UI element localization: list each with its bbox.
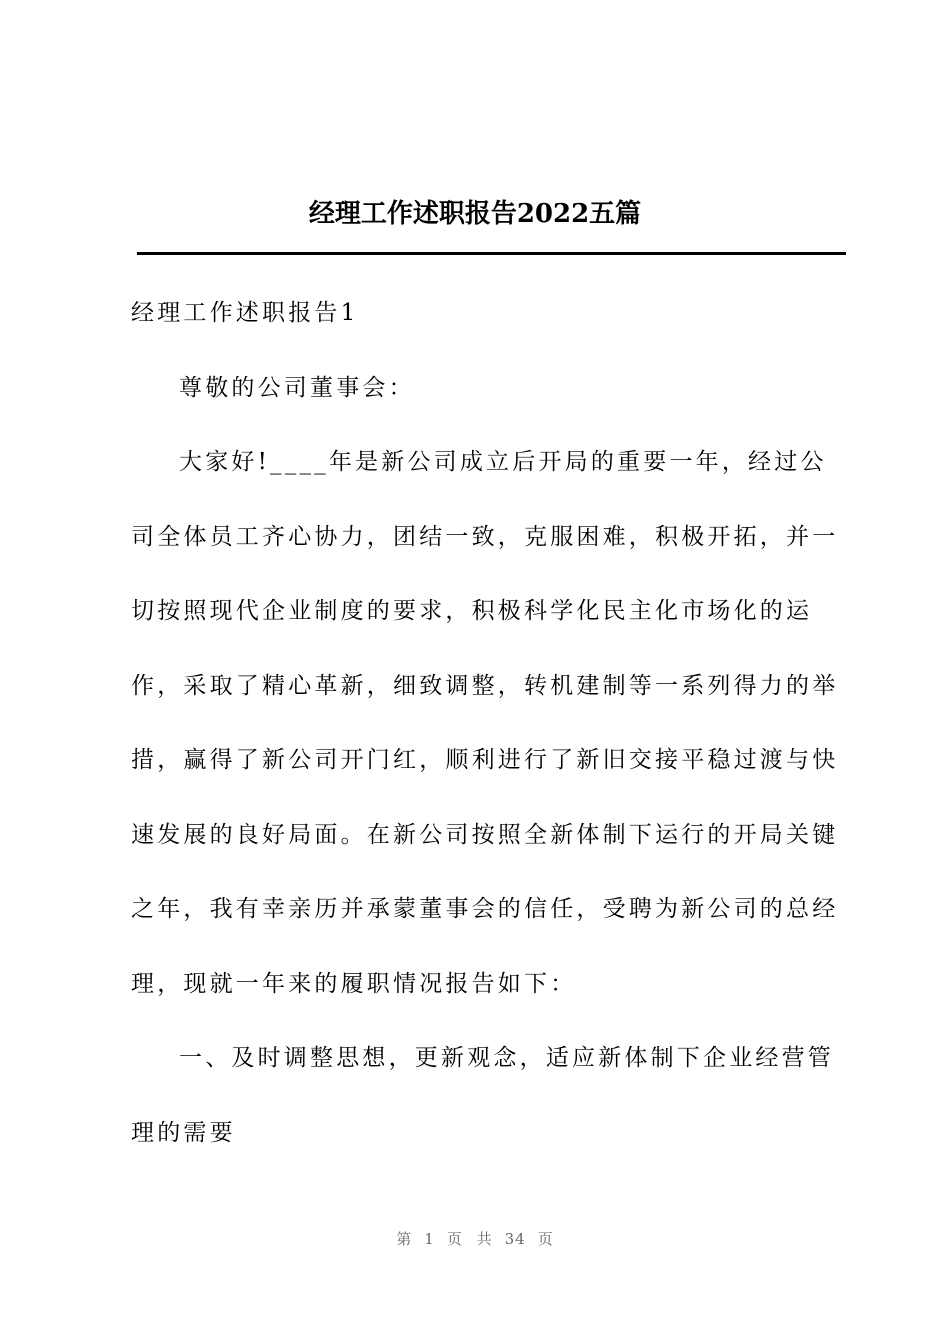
title-underline <box>137 252 846 255</box>
footer-current-page: 1 <box>424 1230 435 1248</box>
page-footer <box>0 1228 950 1249</box>
section-heading: 经理工作述职报告1 <box>131 300 359 326</box>
body-paragraph: 大家好!____年是新公司成立后开局的重要一年，经过公司全体员工齐心协力，团结一致，克服困难，积极开拓，并一切按照现代企业制度的要求，积极科学化民主化市场化的运作，采取了精心革新，细致调整，转机建制等一系列得力的举措，赢得了新公司开门红，顺利进行了新旧交接平稳过渡与快速发展的良好局面。在新公司按照全新体制下运行的开局关键之年，我有幸亲历并承蒙董事会的信任，受聘为新公司的总经理，现就一年来的履职情况报告如下： <box>131 449 839 997</box>
subsection-heading: 一、及时调整思想，更新观念，适应新体制下企业经营管理的需要 <box>131 1045 834 1146</box>
salutation: 尊敬的公司董事会： <box>179 374 415 401</box>
footer-prefix: 第 <box>396 1230 413 1248</box>
document-body <box>131 276 843 1170</box>
document-title: 经理工作述职报告2022五篇 <box>308 199 642 229</box>
footer-mid: 页 共 <box>446 1230 493 1248</box>
footer-total-pages: 34 <box>504 1230 526 1248</box>
footer-suffix: 页 <box>537 1230 554 1248</box>
